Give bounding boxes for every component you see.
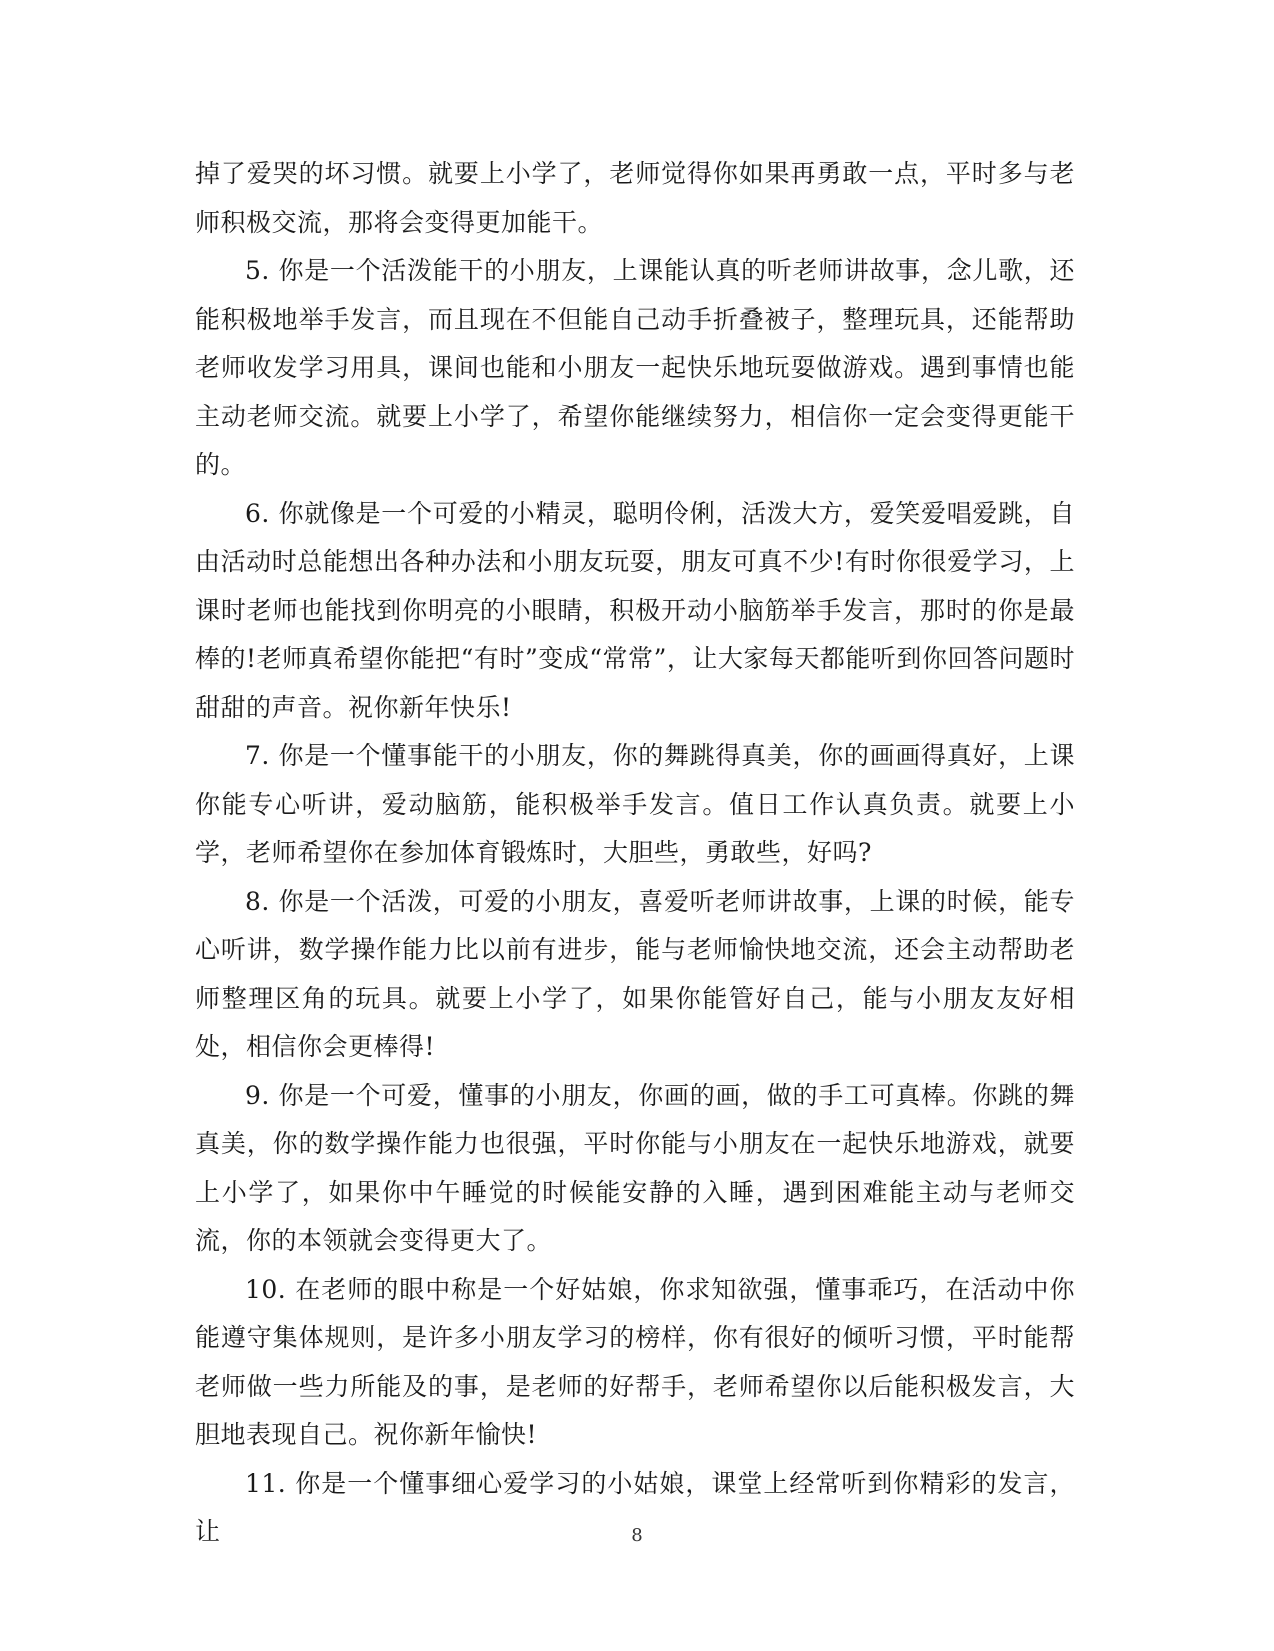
body-text [195,150,1075,1557]
paragraph-item-5: 5. 你是一个活泼能干的小朋友，上课能认真的听老师讲故事，念儿歌，还能积极地举手发言，而且现在不但能自己动手折叠被子，整理玩具，还能帮助老师收发学习用具，课间也能和小朋友一起快乐地玩耍做游戏。遇到事情也能主动老师交流。就要上小学了，希望你能继续努力，相信你一定会变得更能干的。 [195,256,1075,479]
page-number: 8 [631,1525,643,1546]
paragraph-continuation: 掉了爱哭的坏习惯。就要上小学了，老师觉得你如果再勇敢一点，平时多与老师积极交流，那将会变得更加能干。 [195,159,1075,237]
paragraph-item-8: 8. 你是一个活泼，可爱的小朋友，喜爱听老师讲故事，上课的时候，能专心听讲，数学操作能力比以前有进步，能与老师愉快地交流，还会主动帮助老师整理区角的玩具。就要上小学了，如果你能管好自己，能与小朋友友好相处，相信你会更棒得! [195,886,1075,1061]
paragraph-item-10: 10. 在老师的眼中称是一个好姑娘，你求知欲强，懂事乖巧，在活动中你能遵守集体规则，是许多小朋友学习的榜样，你有很好的倾听习惯，平时能帮老师做一些力所能及的事，是老师的好帮手，老师希望你以后能积极发言，大胆地表现自己。祝你新年愉快! [195,1274,1075,1449]
paragraph-item-11: 11. 你是一个懂事细心爱学习的小姑娘，课堂上经常听到你精彩的发言，让 [195,1468,1075,1546]
paragraph-item-7: 7. 你是一个懂事能干的小朋友，你的舞跳得真美，你的画画得真好，上课你能专心听讲，爱动脑筋，能积极举手发言。值日工作认真负责。就要上小学，老师希望你在参加体育锻炼时，大胆些，勇敢些，好吗? [195,741,1075,867]
paragraph-item-6: 6. 你就像是一个可爱的小精灵，聪明伶俐，活泼大方，爱笑爱唱爱跳，自由活动时总能想出各种办法和小朋友玩耍，朋友可真不少!有时你很爱学习，上课时老师也能找到你明亮的小眼睛，积极开动小脑筋举手发言，那时的你是最棒的!老师真希望你能把“有时”变成“常常”，让大家每天都能听到你回答问题时甜甜的声音。祝你新年快乐! [195,498,1075,722]
paragraph-item-9: 9. 你是一个可爱，懂事的小朋友，你画的画，做的手工可真棒。你跳的舞真美，你的数学操作能力也很强，平时你能与小朋友在一起快乐地游戏，就要上小学了，如果你中午睡觉的时候能安静的入睡，遇到困难能主动与老师交流，你的本领就会变得更大了。 [195,1080,1075,1255]
